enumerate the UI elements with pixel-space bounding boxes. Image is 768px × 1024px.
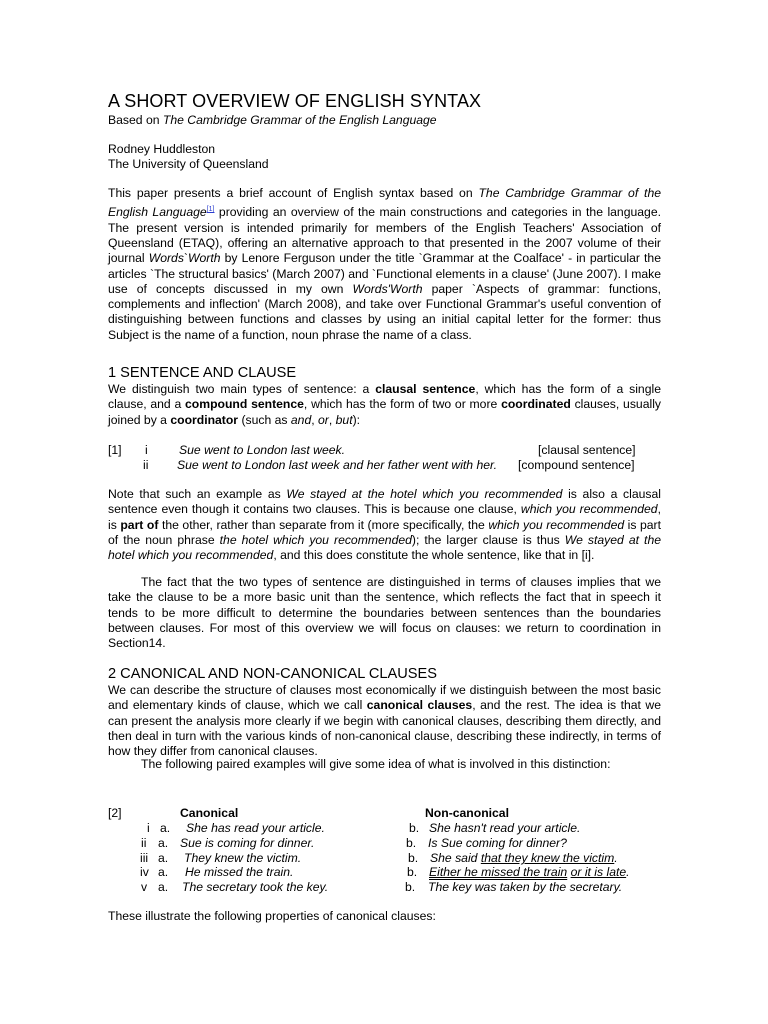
underlined-clause: that they knew the victim <box>480 851 615 865</box>
text: , and the rest. The idea is that we can present the analysis more clearly if we begin with canonical clauses, describing them directly, and then deal in turn with the various kinds of non-canonical clause, describing these indirectly, in terms of how they differ from canonical clauses. <box>108 698 662 759</box>
example-1-ii-text: Sue went to London last week and her father went with her. <box>177 458 498 472</box>
author-name: Rodney Huddleston <box>108 142 216 156</box>
section-1-paragraph-1 <box>108 382 661 428</box>
section-2-paragraph-1 <box>108 683 661 759</box>
example-phrase: We stayed at the hotel which you recommended <box>286 487 563 501</box>
text: . <box>626 865 630 879</box>
text: , which has the form of a single clause, and a <box>108 382 661 412</box>
column-header-canonical: Canonical <box>180 806 239 820</box>
non-canonical-example: She hasn't read your article. <box>429 821 581 835</box>
text: , <box>328 412 336 427</box>
canonical-example: The secretary took the key. <box>182 880 329 894</box>
intro-journal-2: Words'Worth <box>352 281 423 296</box>
underlined-clause: or it is late <box>570 865 627 879</box>
example-word: but <box>335 412 353 427</box>
intro-text-1: This paper presents a brief account of English syntax based on <box>108 186 479 200</box>
example-1-i-num: i <box>145 443 148 457</box>
non-canonical-example <box>430 851 618 865</box>
non-canonical-example: The key was taken by the secretary. <box>428 880 623 894</box>
section-2-paragraph-3: These illustrate the following properties of canonical clauses: <box>108 909 436 923</box>
text: She said <box>430 851 481 865</box>
subtitle-book: The Cambridge Grammar of the English Language <box>162 113 437 127</box>
text: , and this does constitute the whole sentence, like that in [i]. <box>273 548 595 563</box>
example-1-i-label: [clausal sentence] <box>538 443 636 457</box>
footnote-link[interactable]: [1] <box>206 206 215 214</box>
pair-b: b. <box>407 865 418 879</box>
term: coordinator <box>170 412 239 427</box>
intro-journal: Words`Worth <box>148 251 221 266</box>
document-title: A SHORT OVERVIEW OF ENGLISH SYNTAX <box>108 91 482 111</box>
pair-num: iii <box>140 851 149 865</box>
text: , is <box>108 502 661 532</box>
text: , <box>311 412 319 427</box>
subtitle <box>108 113 437 127</box>
intro-text-2: providing an overview of the main constructions and categories in the language. The present version is intended primarily for members of the English Teachers' Association of Queensland (ETAQ), offering an alternative approach to that presented in the 2007 volume of their journal <box>108 205 661 266</box>
pair-num: ii <box>141 836 147 850</box>
pair-num: v <box>141 880 148 894</box>
term: canonical clauses <box>366 698 473 713</box>
section-1-paragraph-2 <box>108 487 661 563</box>
term: coordinated <box>501 397 571 412</box>
example-word: or <box>318 412 329 427</box>
example-phrase: the hotel which you recommended <box>219 532 412 547</box>
non-canonical-example: Is Sue coming for dinner? <box>428 836 567 850</box>
example-2-number: [2] <box>108 806 122 820</box>
intro-book-title: The Cambridge Grammar of the English Language <box>108 186 661 220</box>
example-phrase: which you recommended <box>520 502 658 517</box>
text: ); the larger clause is thus <box>411 532 565 547</box>
text: is also a clausal sentence even though it contains two clauses. This is because one clause, <box>108 487 661 517</box>
text: ): <box>352 412 361 427</box>
section-2-paragraph-2: The following paired examples will give some idea of what is involved in this distinction: <box>141 757 611 771</box>
canonical-example: They knew the victim. <box>184 851 302 865</box>
text: (such as <box>238 412 291 427</box>
example-word: and <box>290 412 312 427</box>
author-affiliation: The University of Queensland <box>108 157 269 171</box>
section-1-paragraph-3: The fact that the two types of sentence are distinguished in terms of clauses implies that we take the clause to be a more basic unit than the sentence, which reflects the fact that in speech it tends to be more difficult to determine the boundaries between sentences than the boundaries between clauses. For most of this overview we will focus on clauses: we return to coordination in Section14. <box>108 575 661 651</box>
example-phrase: We stayed at the hotel which you recommended <box>108 532 661 563</box>
intro-text-3: by Lenore Ferguson under the title `Grammar at the Coalface' - in particular the articles `The structural basics' (March 2007) and `Functional elements in a clause' (June 2007). I make use of concepts discussed in my own <box>108 251 661 296</box>
pair-b: b. <box>408 851 419 865</box>
column-header-non-canonical: Non-canonical <box>425 806 509 820</box>
example-1-ii-num: ii <box>143 458 149 472</box>
pair-b: b. <box>409 821 420 835</box>
canonical-example: Sue is coming for dinner. <box>180 836 315 850</box>
example-1-i-text: Sue went to London last week. <box>179 443 345 457</box>
pair-num: iv <box>140 865 149 879</box>
pair-b: b. <box>406 836 417 850</box>
text: We can describe the structure of clauses most economically if we distinguish between the most basic and elementary kinds of clause, which we call <box>108 683 661 713</box>
text: , which has the form of two or more <box>303 397 502 412</box>
canonical-example: She has read your article. <box>186 821 325 835</box>
text: clauses, usually joined by a <box>108 397 661 427</box>
intro-paragraph <box>108 186 661 343</box>
section-2-heading: 2 CANONICAL AND NON-CANONICAL CLAUSES <box>108 666 437 682</box>
text: We distinguish two main types of sentence: a <box>108 382 376 396</box>
pair-a: a. <box>158 880 169 894</box>
example-phrase: which you recommended <box>488 517 625 532</box>
subtitle-prefix: Based on <box>108 113 163 127</box>
intro-text-4: paper `Aspects of grammar: functions, complements and inflection' (March 2008), and take over Functional Grammar's useful convention of distinguishing between functions and classes by using an initial capital letter for the former: thus Subject is the name of a function, noun phrase the name of a class. <box>108 281 661 342</box>
text: . <box>614 851 618 865</box>
non-canonical-example <box>429 865 630 879</box>
term: part of <box>120 517 159 532</box>
underlined-clause: Either he missed the train <box>429 865 568 879</box>
example-1-ii-label: [compound sentence] <box>518 458 635 472</box>
pair-a: a. <box>158 865 169 879</box>
text: Note that such an example as <box>108 487 287 501</box>
canonical-example: He missed the train. <box>185 865 294 879</box>
term: compound sentence <box>185 397 304 412</box>
pair-num: i <box>147 821 150 835</box>
pair-a: a. <box>158 836 169 850</box>
text: the other, rather than separate from it (more specifically, the <box>158 517 489 532</box>
section-1-heading: 1 SENTENCE AND CLAUSE <box>108 365 297 381</box>
text: is part of the noun phrase <box>108 517 661 547</box>
pair-a: a. <box>158 851 169 865</box>
pair-a: a. <box>160 821 171 835</box>
pair-b: b. <box>405 880 416 894</box>
term: clausal sentence <box>375 382 476 396</box>
example-1-number: [1] <box>108 443 122 457</box>
